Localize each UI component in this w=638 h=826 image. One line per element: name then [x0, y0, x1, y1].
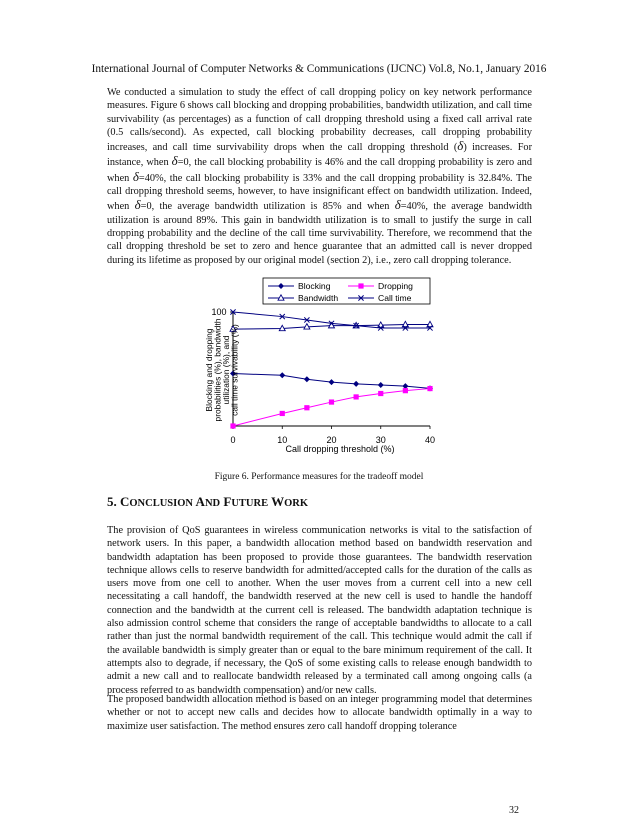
page-number: 32 — [509, 805, 519, 816]
delta-symbol: δ — [171, 153, 178, 169]
legend-label: Bandwidth — [298, 293, 339, 303]
chart-axes — [230, 312, 430, 429]
section-heading: 5. CONCLUSION AND FUTURE WORK — [107, 494, 309, 509]
legend-label: Call time — [378, 293, 412, 303]
y-axis-label-line: Blocking and dropping — [204, 328, 214, 412]
paragraph-conclusion: The provision of QoS guarantees in wireless communication networks is vital to the satisfaction of network users. In this paper, a bandwidth allocation method based on bandwidth reservation and bandwidth adaptation has been proposed to provide those guarantees. The bandwidth reservation technique allows cells to reserve bandwidth for admitted/accepted calls for the duration of the calls as users move from one cell to another. When the user moves from a current cell into a new cell necessitating a call handoff, the bandwidth reserved at the new cell is used to handle the handoff connection and the bandwidth at the current cell is released. The bandwidth adaptation technique is also admission control scheme that considers the range of acceptable bandwidths to allocate to a call rather than just the normal bandwidth requirement of the call. This technique would admit the call if the available bandwidth is simply greater than or equal to the bare minimum requirement of the call. It attempts also to degrade, if necessary, the QoS of some existing calls to release enough bandwidth to admit a new call and to reallocate bandwidth released by a terminated call among ongoing calls (a process referred to as bandwidth compensation) and/or new calls. — [107, 525, 532, 696]
y-axis-label-line: call time survivability (%) — [229, 324, 240, 416]
paragraph-method: The proposed bandwidth allocation method is based on an integer programming model that determines whether or not to accept new calls and decides how to allocate bandwidth optimally in a way to maximize user satisfaction. The method ensures zero call handoff dropping tolerance — [107, 694, 532, 732]
series-dropping — [230, 386, 432, 429]
series-line — [233, 389, 430, 426]
data-point — [230, 423, 235, 428]
text-run: ) increases. For instance, when — [107, 142, 532, 169]
x-tick-label: 40 — [424, 435, 436, 445]
series-blocking — [230, 371, 433, 392]
delta-symbol: δ — [134, 197, 141, 213]
y-axis-label-line: utilization (%), and — [221, 335, 231, 405]
data-point — [329, 399, 334, 404]
delta-symbol: δ — [457, 138, 464, 154]
delta-symbol: δ — [132, 168, 139, 184]
x-tick-label: 20 — [326, 435, 337, 445]
text-run: =0, the call blocking probability is 46% and the call dropping probability is zero and when — [107, 157, 532, 184]
data-point — [403, 388, 408, 393]
y-tick-label: 100 — [211, 307, 227, 317]
text-run: =40%, the call blocking probability is 33% and the call dropping probability is 32.84%. The call dropping threshold seems, however, to have insignificant effect on bandwidth utilization. Indeed, when — [107, 172, 532, 213]
x-tick-label: 10 — [277, 435, 288, 445]
data-point — [354, 394, 359, 399]
legend-marker — [358, 283, 363, 288]
x-axis-label: Call dropping threshold (%) — [285, 444, 395, 454]
text-run: =40%, the average bandwidth utilization is around 89%. This gain in bandwidth utilization is to small to justify the surge in call dropping probability and the decline of the call time survivability. Therefore, we recommend that the call dropping threshold be set to zero and hence guarantee that an admitted call is never dropped during its lifetime as proposed by our original model (section 2), i.e., zero call dropping tolerance. — [107, 201, 532, 266]
journal-header: International Journal of Computer Networks & Communications (IJCNC) Vol.8, No.1, January 2016 — [91, 63, 547, 75]
data-point — [378, 382, 384, 388]
data-point — [279, 372, 285, 378]
data-point — [378, 391, 383, 396]
figure-caption: Figure 6. Performance measures for the tradeoff model — [214, 472, 424, 482]
data-point — [329, 379, 335, 385]
legend-label: Dropping — [378, 281, 413, 291]
paragraph-simulation — [107, 86, 532, 267]
legend-label: Blocking — [298, 281, 331, 291]
chart-legend — [263, 278, 430, 304]
text-run: We conducted a simulation to study the effect of call dropping policy on key network performance measures. Figure 6 shows call blocking and dropping probabilities, bandwidth utilization, and call time survivability (as percentages) as a function of call dropping threshold using a fixed call arrival rate (0.5 calls/second). As expected, call blocking probability decreases, call dropping probability increases, and call time survivability drops when the call dropping threshold ( — [107, 87, 532, 154]
data-point — [353, 381, 359, 387]
x-tick-label: 0 — [230, 435, 236, 445]
data-point — [304, 405, 309, 410]
delta-symbol: δ — [394, 197, 401, 213]
data-point — [304, 376, 310, 382]
text-run: =0, the average bandwidth utilization is 85% and when — [140, 201, 390, 213]
chart-series — [230, 309, 433, 428]
y-axis-label — [204, 318, 240, 421]
data-point — [280, 411, 285, 416]
y-axis-label-line: probabilities (%), bandwidth — [212, 318, 223, 422]
x-tick-label: 30 — [375, 435, 386, 445]
figure-6-chart — [200, 274, 440, 460]
section-number: 5. — [107, 494, 117, 509]
data-point — [427, 386, 432, 391]
